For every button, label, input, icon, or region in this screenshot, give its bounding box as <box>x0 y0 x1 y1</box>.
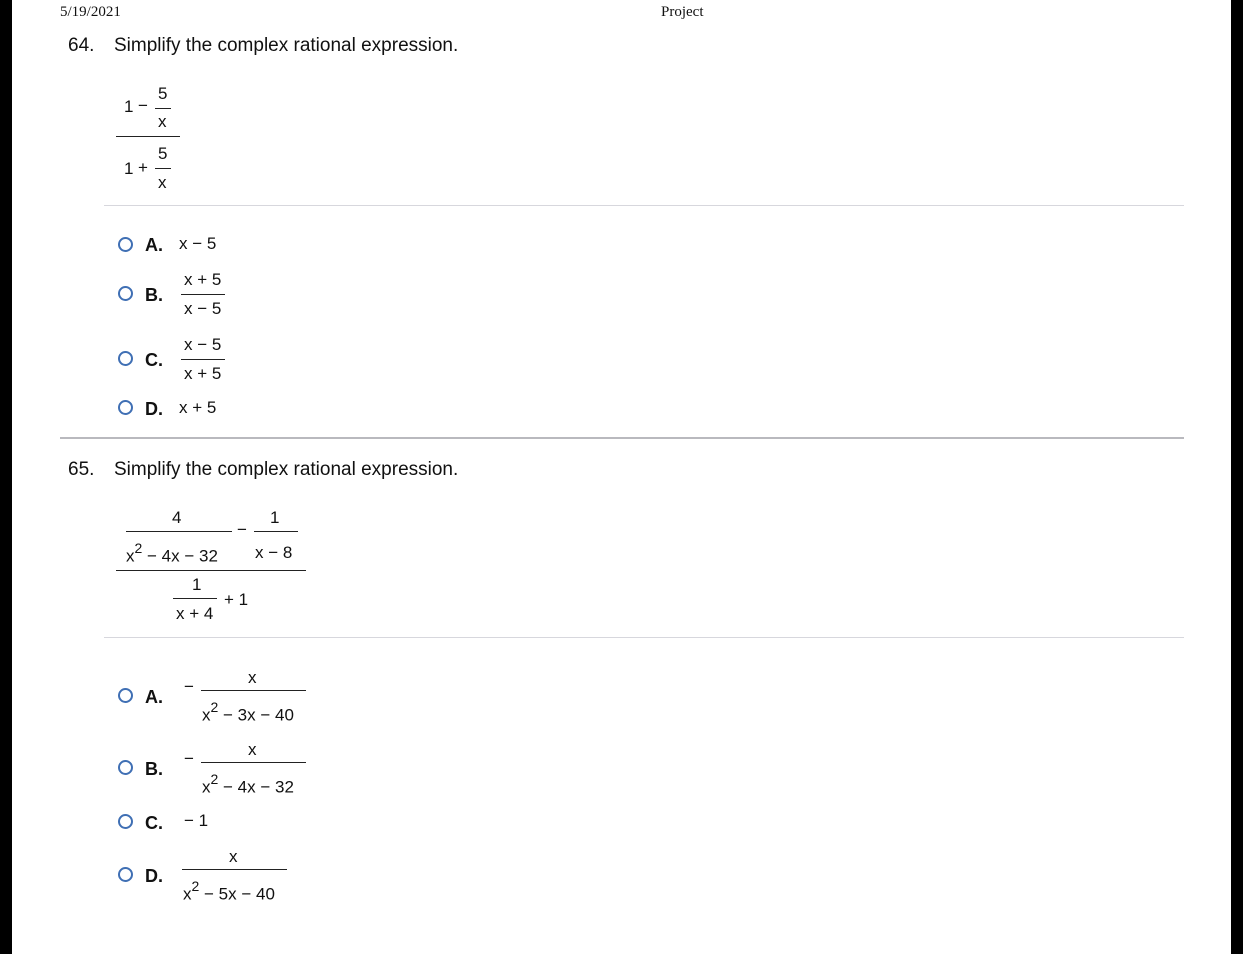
question-prompt: Simplify the complex rational expression. <box>114 35 459 56</box>
expr-term: 4 <box>172 508 182 527</box>
fraction-bar <box>155 108 171 109</box>
main-fraction-bar <box>116 136 180 137</box>
option-numerator: x + 5 <box>184 270 222 289</box>
expr-term: 5 <box>158 144 168 163</box>
expr-term: x <box>158 112 167 131</box>
expr-term: 1 <box>124 97 134 116</box>
fraction-bar <box>182 869 287 870</box>
main-fraction-bar <box>116 570 306 571</box>
option-letter: D. <box>145 399 163 419</box>
fraction-bar <box>126 531 232 532</box>
option-letter: A. <box>145 687 163 707</box>
question-divider <box>60 437 1184 439</box>
radio-button[interactable] <box>118 760 133 775</box>
fraction-bar <box>173 598 217 599</box>
document-page <box>12 0 1231 954</box>
fraction-bar <box>155 168 171 169</box>
divider <box>104 637 1184 638</box>
fraction-bar <box>254 531 298 532</box>
option-letter: D. <box>145 866 163 886</box>
option-letter: B. <box>145 285 163 305</box>
print-date: 5/19/2021 <box>60 4 121 20</box>
fraction-bar <box>181 359 225 360</box>
option-numerator: x <box>229 847 238 866</box>
expr-term: 1 <box>124 159 134 178</box>
option-numerator: x <box>248 668 257 687</box>
option-numerator: x <box>248 740 257 759</box>
expr-term: 1 <box>192 575 202 594</box>
expr-term: x <box>158 173 167 192</box>
expr-term: 1 <box>270 508 280 527</box>
option-denominator: $x^2 - 3x - 40$ <box>202 699 294 725</box>
option-value: x + 5 <box>179 398 217 417</box>
page-header-title: Project <box>661 4 704 20</box>
expr-operator: − <box>237 520 247 539</box>
option-sign: − <box>184 677 194 696</box>
fraction-bar <box>181 294 225 295</box>
expr-term: x + 4 <box>176 604 214 623</box>
radio-button[interactable] <box>118 400 133 415</box>
radio-button[interactable] <box>118 237 133 252</box>
option-value: − 1 <box>184 811 209 830</box>
option-letter: C. <box>145 350 163 370</box>
expr-term: + 1 <box>224 590 249 609</box>
radio-button[interactable] <box>118 814 133 829</box>
option-letter: A. <box>145 235 163 255</box>
expr-operator: − <box>138 96 148 115</box>
option-numerator: x − 5 <box>184 335 222 354</box>
expr-term: x − 8 <box>255 543 293 562</box>
expr-term: $x^2 - 4x - 32$ <box>126 540 218 566</box>
expr-term: 5 <box>158 84 168 103</box>
option-denominator: $x^2 - 4x - 32$ <box>202 771 294 797</box>
question-number: 64. <box>68 35 95 56</box>
option-letter: B. <box>145 759 163 779</box>
radio-button[interactable] <box>118 351 133 366</box>
option-value: x − 5 <box>179 234 217 253</box>
fraction-bar <box>201 762 306 763</box>
radio-button[interactable] <box>118 688 133 703</box>
radio-button[interactable] <box>118 286 133 301</box>
question-number: 65. <box>68 459 95 480</box>
fraction-bar <box>201 690 306 691</box>
question-prompt: Simplify the complex rational expression. <box>114 459 459 480</box>
option-denominator: x + 5 <box>184 364 222 383</box>
radio-button[interactable] <box>118 867 133 882</box>
option-sign: − <box>184 749 194 768</box>
divider <box>104 205 1184 206</box>
option-denominator: x − 5 <box>184 299 222 318</box>
option-denominator: $x^2 - 5x - 40$ <box>183 878 275 904</box>
expr-operator: + <box>138 158 148 177</box>
option-letter: C. <box>145 813 163 833</box>
